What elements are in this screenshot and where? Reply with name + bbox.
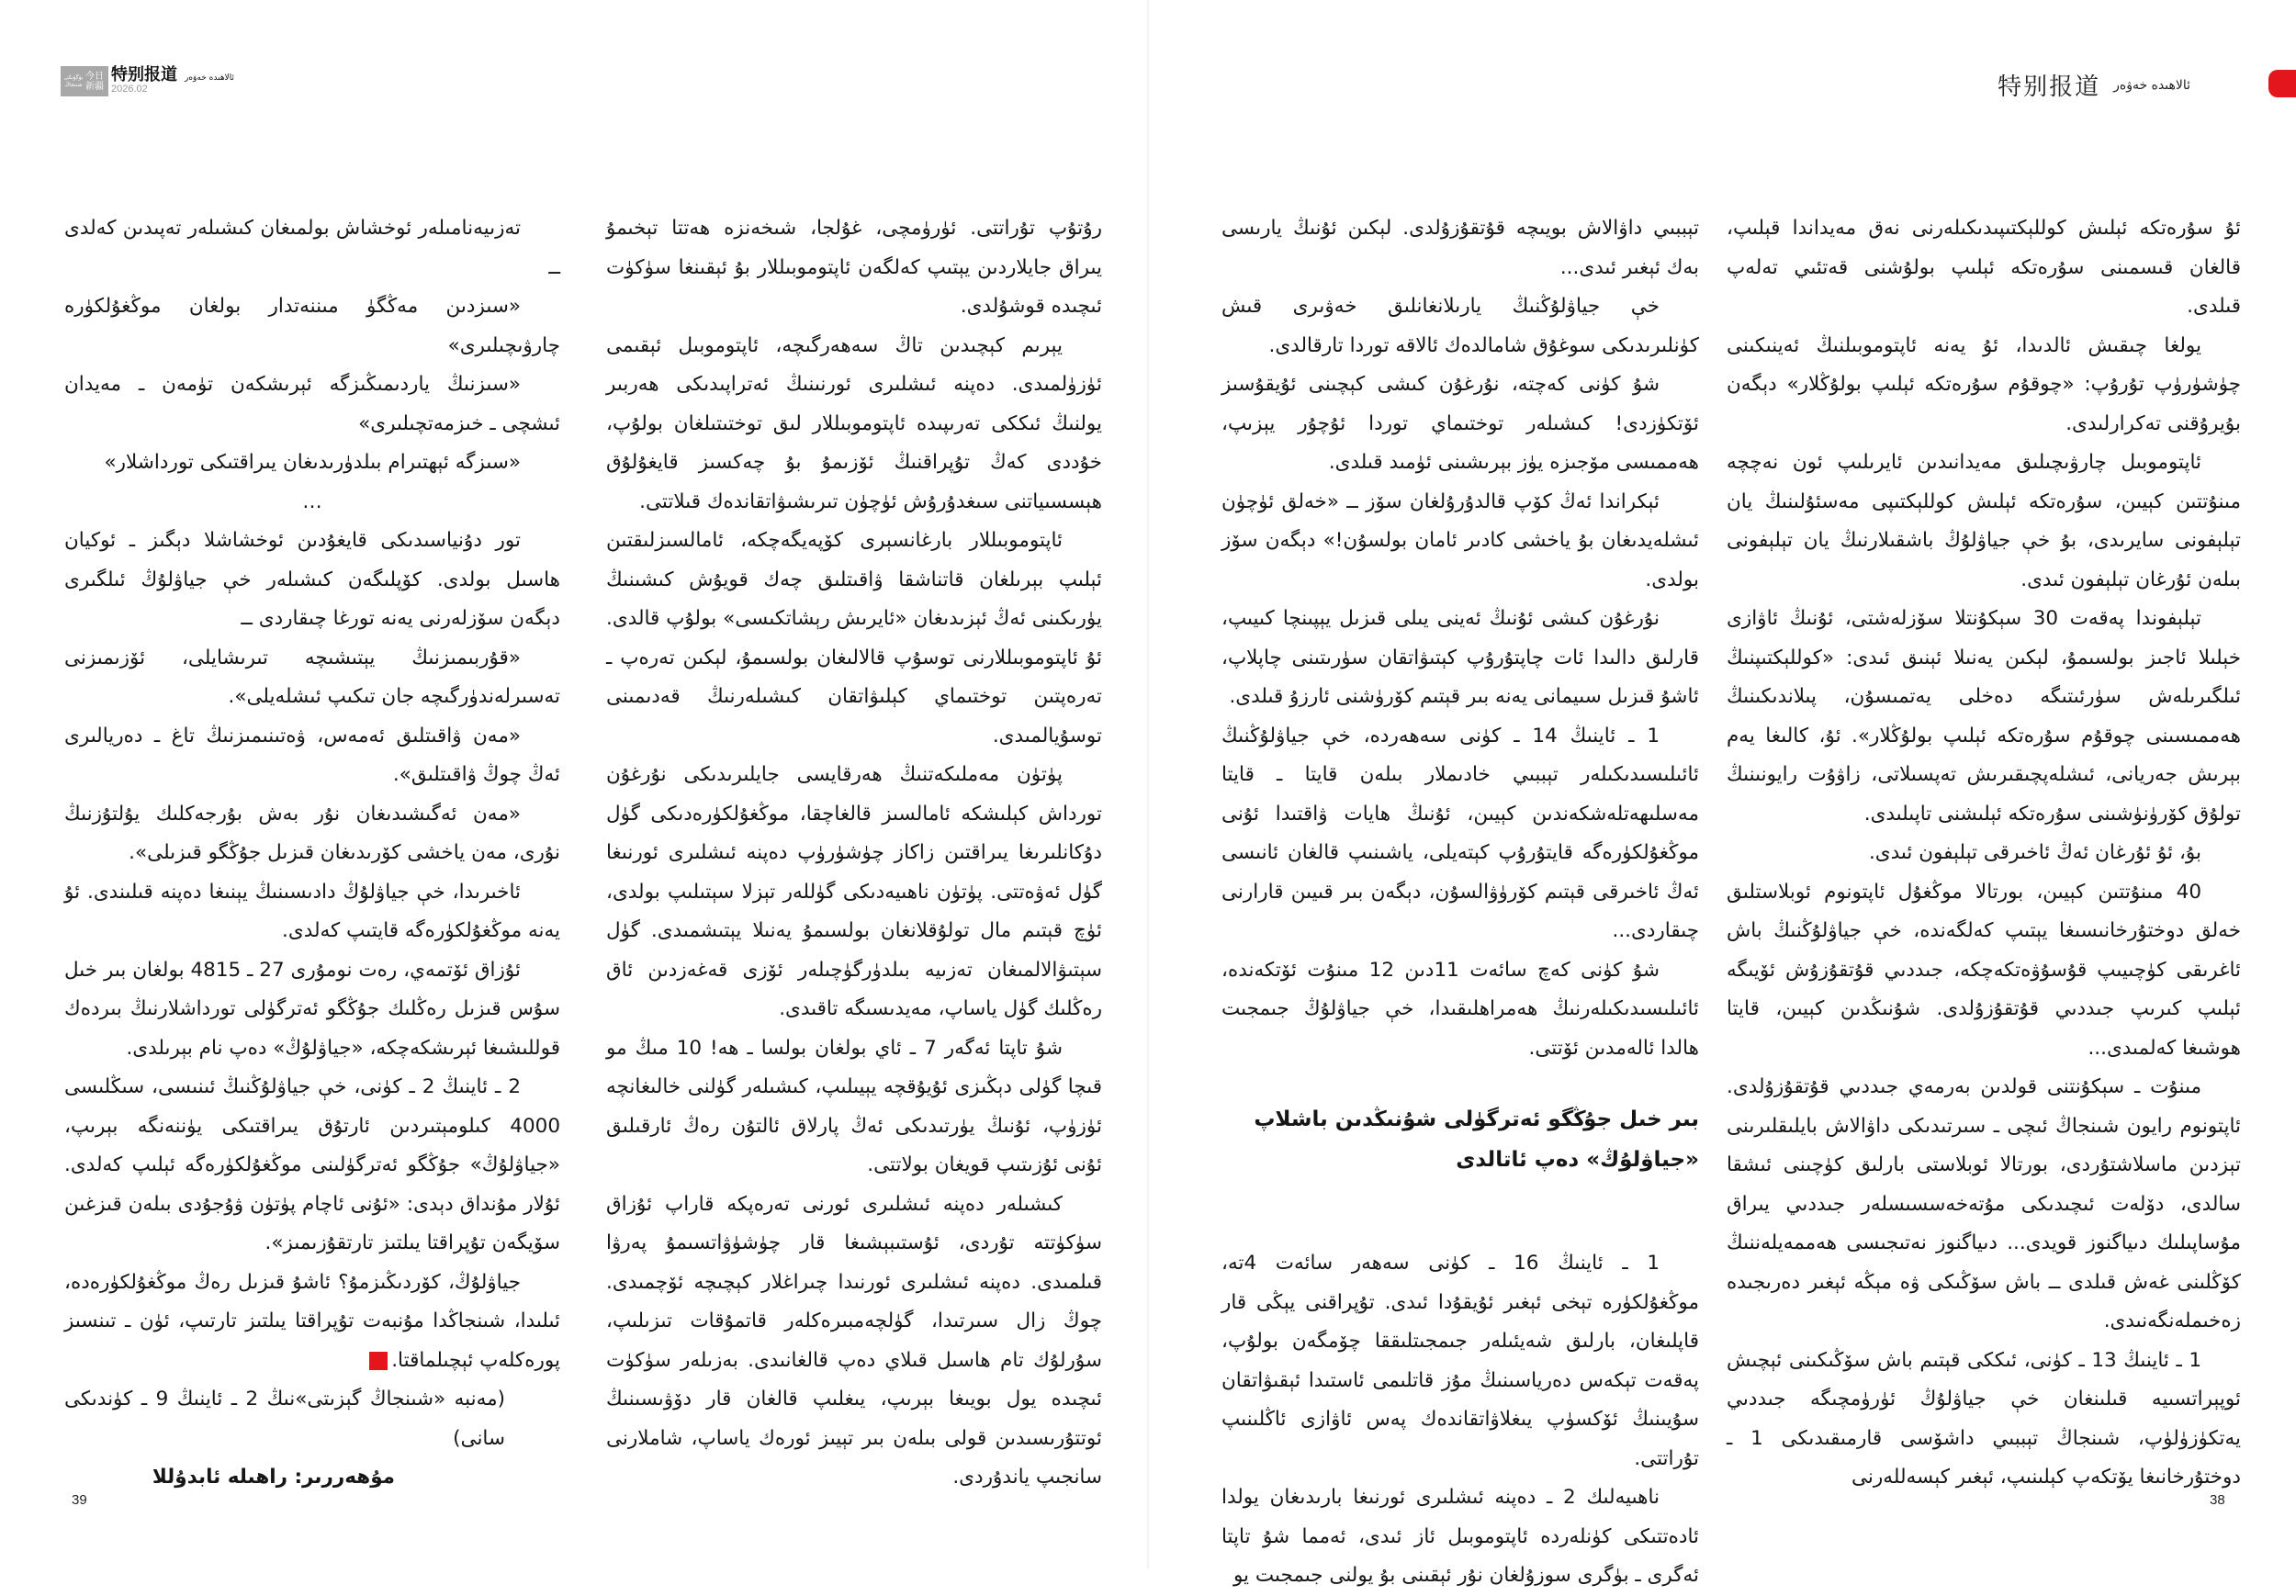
end-of-article-icon: ل: [369, 1352, 388, 1370]
right-page-header: [1998, 68, 2190, 102]
logo-uyghur-text: بۈگۈنكى شىنجاڭ: [63, 73, 84, 88]
page-number-right: 38: [2210, 1492, 2225, 1508]
paragraph: ئېكراندا ئەڭ كۆپ قالدۇرۇلغان سۆز ــ «خەلق ئۈچۈن ئىشلەيدىغان بۇ ياخشى كادىر ئامان بولسۇن!» دېگەن سۆز بولدى.: [1221, 489, 1699, 591]
paragraph: ناھىيەلىك 2 ـ دەپنە ئىشلىرى ئورنىغا بارىدىغان يولدا ئادەتتىكى كۈنلەردە ئاپتوموبىل ئاز ئىدى، ئەمما شۇ تاپتا ئەگرى ـ بۈگرى سوزۇلغان نۇر ئېقىنى بۇ يولنى جىمجىت يو‍: [1221, 1486, 1699, 1587]
page-number-left: 39: [72, 1492, 87, 1508]
paragraph: يولغا چىقىش ئالدىدا، ئۇ يەنە ئاپتوموبىلنىڭ ئەينىكىنى چۈشۈرۈپ تۇرۇپ: «چوقۇم سۇرەتكە ئېلىپ بولۇڭلار» دېگەن بۇيرۇقنى تەكرارلىدى.: [1727, 333, 2241, 435]
paragraph: بۇ، ئۇ ئۇرغان ئەڭ ئاخىرقى تېلېفون ئىدى.: [1868, 841, 2201, 864]
left-page-header: [61, 66, 234, 96]
quote-paragraph: «قۇربىمىزنىڭ يېتىشىچە تىرىشايلى، ئۆزىمىزنى تەسىرلەندۈرگىچە جان تىكىپ ئىشلەيلى».: [64, 646, 560, 708]
section-subheading: بىر خىل جۇڭگو ئەترگۈلى شۇنىڭدىن باشلاپ «جياۋلۇڭ» دەپ ئاتالدى: [1254, 1107, 1699, 1172]
paragraph: ئاپتوموبىل چارۋىچىلىق مەيدانىدىن ئايرىلىپ ئون نەچچە مىنۇتتىن كېيىن، سۇرەتكە ئېلىش كوللېكتىپى مەسئۇلىنىڭ يان تېلېفونى سايرىدى، بۇ خې جياۋلۇڭ باشقىلارنىڭ يان تېلېفونى بىلەن ئۇرغان تېلېفون ئىدى.: [1727, 451, 2241, 591]
section-title-uyghur: ئالاھىدە خەۋەر: [185, 73, 234, 83]
article-column-4: [64, 209, 560, 1498]
condolence-quote: «سىزدىن مەڭگۈ مىننەتدار بولغان موڭغۇلكۈرە چارۋىچىلىرى»: [64, 295, 560, 357]
paragraph: شۇ تاپتا ئەگەر 7 ـ ئاي بولغان بولسا ـ ھە! 10 مىڭ مو قىچا گۈلى دېڭىزى ئۇيۇقچە يېيىلىپ، كىشىلەر گۈلنى خالىغانچە ئۈزۈپ، ئۇنىڭ يۈرتىدىكى ئەڭ پارلاق ئالتۇن رەڭ ئارقىلىق ئۇنى ئۇزىتىپ قويغان بولاتتى.: [606, 1036, 1102, 1176]
paragraph: ئاپتوموبىللار بارغانسېرى كۆپەيگەچكە، ئامالسىزلىقتىن ئېلىپ بېرىلغان قاتناشقا ۋاقىتلىق چەك قويۇش كىشىنىڭ يۈرىكىنى ئەڭ ئېزىدىغان «ئايرىش رېشاتكىسى» بولۇپ قالدى. ئۇ ئاپتوموبىللارنى توسۇپ قالالىغان بولسىمۇ، لېكىن تەرەپ ـ تەرەپتىن توختىماي كېلىۋاتقان كىشىلەرنىڭ قەدىمىنى توسۇيالمىدى.: [606, 529, 1102, 747]
quote-paragraph: «مەن ۋاقىتلىق ئەمەس، ۋەتىنىمىزنىڭ تاغ ـ دەريالىرى ئەڭ چوڭ ۋاقىتلىق».: [64, 724, 560, 786]
section-title-chinese: 特别报道: [111, 65, 177, 84]
article-column-3: [606, 209, 1102, 1498]
paragraph: كىشىلەر دەپنە ئىشلىرى ئورنى تەرەپكە قاراپ ئۇزاق سۈكۈتتە تۇردى، ئۇستىبېشىغا قار چۈشۈۋاتسىمۇ پەرۋا قىلمىدى. دەپنە ئىشلىرى ئورنىدا چىراغلار كېچىچە ئۆچمىدى. چوڭ زال سىرتىدا، گۈلچەمبىرەكلەر قاتمۇقات تىزىلىپ، سۇرلۇك تام ھاسىل قىلاي دەپ قالغانىدى. بەزىلەر سۈكۈت ئىچىدە يول بويىغا بېرىپ، يىغلىپ قالغان قار دۆۋىسىنىڭ ئوتتۇرىسىدىن قولى بىلەن بىر تېيىز ئورەك ياساپ، شاملارنى سانجىپ ياندۇردى.: [606, 1192, 1102, 1489]
issue-date: 2026.02: [111, 84, 148, 95]
condolence-quote: «سىزگە ئېھتىرام بىلدۈرىدىغان يىراقتىكى تورداشلار»: [104, 451, 521, 474]
spread-gutter: [1146, 0, 1150, 1568]
closing-paragraph-text: جياۋلۇڭ، كۆردىڭىزمۇ؟ ئاشۇ قىزىل رەڭ موڭغۇلكۈرەدە، ئىلىدا، شىنجاڭدا مۇنبەت تۇپراقتا يىلتىز تارتىپ، ئۈن ـ تىنسىز پورەكلەپ ئېچىلماقتا.: [64, 1270, 560, 1372]
paragraph: ئۇزاق ئۆتمەي، رەت نومۇرى 27 ـ 4815 بولغان بىر خىل سۇس قىزىل رەڭلىك جۇڭگو ئەترگۈلى تورداشلارنىڭ بىردەك قوللىشىغا ئېرىشكەچكە، «جياۋلۇڭ» دەپ نام بېرىلدى.: [64, 958, 560, 1060]
paragraph: خې جياۋلۇڭنىڭ يارىلانغانلىق خەۋىرى قىش كۈنلىرىدىكى سوغۇق شامالدەك ئالاقە توردا تارقالدى.: [1221, 295, 1699, 357]
paragraph: پۈتۈن مەملىكەتنىڭ ھەرقايسى جايلىرىدىكى نۇرغۇن تورداش كېلىشكە ئامالسىز قالغاچقا، موڭغۇلكۈرەدىكى گۈل دۇكانلىرىغا يىراقتىن زاكاز چۈشۈرۈپ دەپنە ئىشلىرى ئورنىغا گۈل ئەۋەتتى. پۈتۈن ناھىيەدىكى گۈللەر تېزلا سېتىلىپ بولدى، ئۈچ قېتىم مال تولۇقلانغان بولسىمۇ يەنىلا يېتىشمىدى. گۈل سېتىۋالالمىغان تەزىيە بىلدۈرگۈچىلەر ئۆزى قەغەزدىن ئاق رەڭلىك گۈل ياساپ، مەيدىسىگە تاقىدى.: [606, 763, 1102, 1020]
condolence-quote: «سىزنىڭ ياردىمىڭىزگە ئېرىشكەن تۈمەن ـ مەيدان ئىشچى ـ خىزمەتچىلىرى»: [64, 373, 560, 435]
article-column-1: [1727, 209, 2241, 1498]
magazine-logo: [61, 66, 108, 96]
paragraph: تور دۇنياسىدىكى قايغۇدىن ئوخشاشلا دېگىز ـ ئوكيان ھاسىل بولدى. كۆپلىگەن كىشىلەر خې جياۋلۇڭ ئىلگىرى دېگەن سۆزلەرنى يەنە تورغا چىقاردى ــ: [64, 529, 560, 630]
paragraph: ئۇ سۇرەتكە ئېلىش كوللېكتىپىدىكىلەرنى نەق مەيداندا قېلىپ، قالغان قىسمىنى سۇرەتكە ئېلىپ بولۇشنى قەتئىي تەلەپ قىلدى.: [1727, 217, 2241, 318]
logo-chinese-text: 今日新疆: [85, 71, 104, 92]
editor-credit: مۇھەررىر: راھىلە ئابدۇللا: [152, 1466, 395, 1489]
paragraph: تېببىي داۋالاش بويىچە قۇتقۇزۇلدى. لېكىن ئۇنىڭ يارىسى بەك ئېغىر ئىدى...: [1221, 217, 1699, 279]
quote-paragraph: «مەن ئەگىشىدىغان نۇر بەش بۇرجەكلىك يۇلتۇزنىڭ نۇرى، مەن ياخشى كۆرىدىغان قىزىل جۇڭگو قىزىلى».: [64, 802, 560, 864]
paragraph: تەزىيەنامىلەر ئوخشاش بولمىغان كىشىلەر تەپىدىن كەلدى ــ: [64, 217, 560, 279]
paragraph: [64, 1264, 560, 1381]
paragraph: شۇ كۈنى كەچ سائەت 11دىن 12 مىنۇت ئۆتكەندە، ئائىلىسىدىكىلەرنىڭ ھەمراھلىقىدا، خې جياۋلۇڭ جىمجىت ھالدا ئالەمدىن ئۆتتى.: [1221, 958, 1699, 1060]
paragraph: شۇ كۈنى كەچتە، نۇرغۇن كىشى كېچىنى ئۇيقۇسىز ئۆتكۈزدى! كىشىلەر توختىماي توردا ئۇچۇر يېزىپ، ھەممىسى مۆجىزە يۈز بېرىشىنى ئۈمىد قىلدى.: [1221, 373, 1699, 474]
source-note: (مەنبە «شىنجاڭ گېزىتى»نىڭ 2 ـ ئاينىڭ 9 ـ كۈندىكى سانى): [64, 1388, 506, 1450]
paragraph: 40 مىنۇتتىن كېيىن، بورتالا موڭغۇل ئاپتونوم ئوبلاستلىق خەلق دوختۇرخانىسىغا يېتىپ كەلگەندە، خې جياۋلۇڭنىڭ باش ئاغرىقى كۈچىيىپ قۇسۇۋەتكەچكە، جىددىي قۇتقۇزۇش ئۆيىگە ئېلىپ كىرىپ جىددىي قۇتقۇزۇلدى. شۇنىڭدىن كېيىن، قايتا ھوشىغا كەلمىدى...: [1727, 880, 2241, 1060]
section-title-uyghur: ئالاھىدە خەۋەر: [2113, 77, 2190, 93]
paragraph: مىنۇت ـ سېكۇنتنى قولدىن بەرمەي جىددىي قۇتقۇزۇلدى. ئاپتونوم رايون شىنجاڭ ئىچى ـ سىرتىدىكى داۋالاش بايلىقلىرىنى تېزدىن ماسلاشتۇردى، بورتالا ئوبلاستى بارلىق كۈچىنى ئىشقا سالدى، دۆلەت ئىچىدىكى مۇتەخەسسىسلەر جىددىي يىراق مۇساپىلىك دىياگنوز قويدى... دىياگنوز نەتىجىسى ھەممەيلەننىڭ كۆڭلىنى غەش قىلدى ــ باش سۆڭىكى ۋە مېڭە ئېغىر دەرىجىدە زەخىملەنگەنىدى.: [1727, 1075, 2241, 1332]
red-section-tab: [2268, 70, 2296, 97]
paragraph: رۇتۇپ تۇراتتى. ئۈرۈمچى، غۇلجا، شىخەنزە ھەتتا تېخىمۇ يىراق جايلاردىن يېتىپ كەلگەن ئاپتوموبىللار بۇ ئېقىنغا سۈكۈت ئىچىدە قوشۇلدى.: [606, 217, 1102, 318]
paragraph: تېلېفوندا پەقەت 30 سېكۇنتلا سۆزلەشتى، ئۇنىڭ ئاۋازى خېلىلا ئاجىز بولسىمۇ، لېكىن يەنىلا ئېنىق ئىدى: «كوللېكتىپنىڭ ئىلگىرىلەش سۈرئىتىگە دەخلى يەتمىسۇن، پىلاندىكىنىڭ ھەممىسىنى چوقۇم سۇرەتكە ئېلىپ بولۇڭلار». ئۇ، كالىغا يەم بېرىش جەريانى، ئىشلەپچىقىرىش تەپسىلاتى، زاۋۇت رايونىنىڭ تولۇق كۆرۈنۈشىنى سۇرەتكە ئېلىشنى تاپىلىدى.: [1727, 607, 2241, 826]
paragraph: نۇرغۇن كىشى ئۇنىڭ ئەينى يىلى قىزىل يېپىنچا كىيىپ، قارلىق دالىدا ئات چاپتۇرۇپ كېتىۋاتقان سۈرىتىنى چاپلاپ، ئاشۇ قىزىل سىيمانى يەنە بىر قېتىم كۆرۈشنى ئارزۇ قىلدى.: [1221, 607, 1699, 708]
paragraph: يېرىم كېچىدىن تاڭ سەھەرگىچە، ئاپتوموبىل ئېقىمى ئۈزۈلمىدى. دەپنە ئىشلىرى ئورنىنىڭ ئەتراپىدىكى ھەربىر يولنىڭ ئىككى تەرىپىدە ئاپتوموبىللار لىق توختىتىلغان بولۇپ، خۇددى كەڭ تۇپراقنىڭ ئۆزىمۇ بۇ چەكسىز قايغۇلۇق ھېسسىياتنى سىغدۇرۇش ئۈچۈن تىرىشىۋاتقاندەك قىلاتتى.: [606, 333, 1102, 513]
paragraph: 2 ـ ئاينىڭ 2 ـ كۈنى، خې جياۋلۇڭنىڭ ئىنىسى، سىڭلىسى 4000 كىلومېتىردىن ئارتۇق يىراقتىكى يۈننەنگە بېرىپ، «جياۋلۇڭ» جۇڭگو ئەترگۈلىنى موڭغۇلكۈرەگە ئېلىپ كەلدى. ئۇلار مۇنداق دېدى: «ئۇنى ئاچام پۈتۈن ۋۇجۇدى بىلەن قىزغىن سۆيگەن تۇپراقتا يىلتىز تارتقۇزىمىز».: [64, 1075, 560, 1254]
section-title-chinese: 特别报道: [1998, 73, 2101, 101]
paragraph: 1 ـ ئاينىڭ 13 ـ كۈنى، ئىككى قېتىم باش سۆڭىكىنى ئېچىش ئوپېراتسىيە قىلىنغان خې جياۋلۇڭ ئۈرۈمچىگە جىددىي يەتكۈزۈلۈپ، شىنجاڭ تېببىي داشۆسى قارمىقىدىكى 1 ـ دوختۇرخانىغا يۆتكەپ كېلىنىپ، ئېغىر كېسەللەرنى: [1727, 1348, 2241, 1489]
ellipsis: …: [302, 489, 322, 513]
paragraph: ئاخىرىدا، خې جياۋلۇڭ دادىسىنىڭ يېنىغا دەپنە قىلىندى. ئۇ يەنە موڭغۇلكۈرەگە قايتىپ كەلدى.: [64, 880, 560, 942]
paragraph: 1 ـ ئاينىڭ 14 ـ كۈنى سەھەردە، خې جياۋلۇڭنىڭ ئائىلىسىدىكىلەر تېببىي خادىملار بىلەن قايتا ـ قايتا مەسلىھەتلەشكەندىن كېيىن، ئۇنىڭ ھايات ۋاقتىدا ئۇنى موڭغۇلكۈرەگە قايتۇرۇپ كېتەيلى، ياشىنىپ قالغان ئانىسى ئەڭ ئاخىرقى قېتىم كۆرۈۋالسۇن، دېگەن بىر قىيىن قارارنى چىقاردى...: [1221, 724, 1699, 942]
article-column-2: [1221, 209, 1699, 1596]
paragraph: 1 ـ ئاينىڭ 16 ـ كۈنى سەھەر سائەت 4تە، موڭغۇلكۈرە تېخى ئېغىر ئۇيقۇدا ئىدى. تۇپراقنى يېڭى قار قاپلىغان، بارلىق شەيئىلەر جىمجىتلىققا چۆمگەن بولۇپ، پەقەت تېكەس دەرياسىنىڭ مۇز قاتلىمى ئاستىدا ئېقىۋاتقان سۇيىنىڭ ئۆكسۈپ يىغلاۋاتقاندەك پەس ئاۋازى ئاڭلىنىپ تۇراتتى.: [1221, 1252, 1699, 1470]
